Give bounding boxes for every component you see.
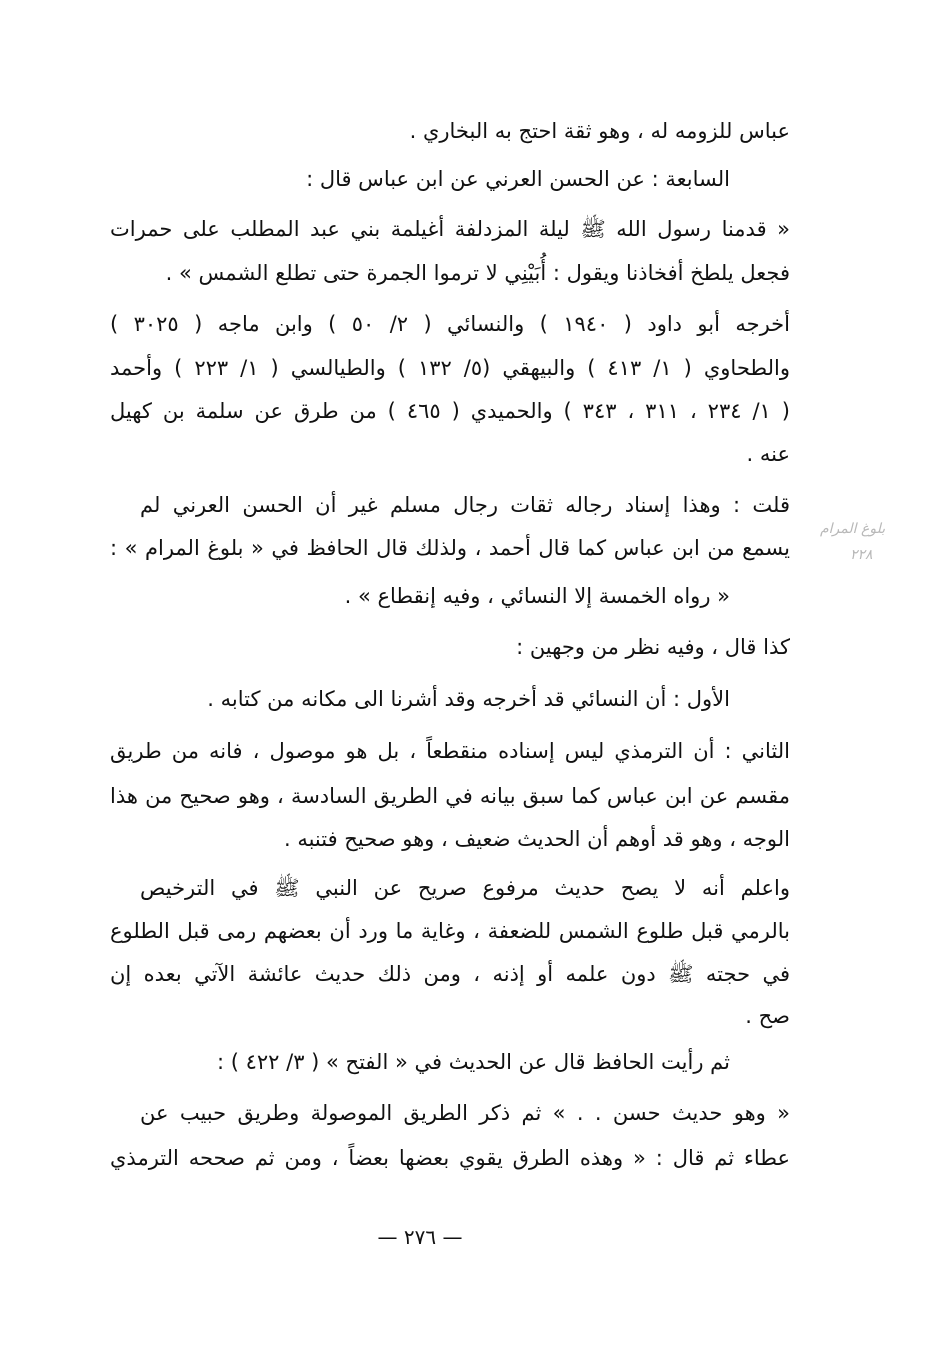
text-line: واعلم أنه لا يصح حديث مرفوع صريح عن النبي ﷺ في الترخيص bbox=[140, 876, 790, 900]
text-line: يسمع من ابن عباس كما قال أحمد ، ولذلك قال الحافظ في « بلوغ المرام » : bbox=[110, 536, 790, 560]
text-line: الثاني : أن الترمذي ليس إسناده منقطعاً ، بل هو موصول ، فانه من طريق bbox=[110, 739, 790, 763]
text-line: في حجته ﷺ دون علمه أو إذنه ، ومن ذلك حديث عائشة الآتي بعده إن bbox=[110, 962, 790, 986]
margin-note: بلوغ المرام bbox=[820, 521, 886, 537]
text-line: فجعل يلطخ أفخاذنا ويقول : أُبَيْنِي لا ترموا الجمرة حتى تطلع الشمس » . bbox=[165, 261, 790, 285]
text-line: عباس للزومه له ، وهو ثقة احتج به البخاري . bbox=[409, 119, 790, 143]
text-line: والطحاوي ( ١/ ٤١٣ ) والبيهقي (٥/ ١٣٢ ) والطيالسي ( ١/ ٢٢٣ ) وأحمد bbox=[110, 356, 790, 380]
text-line: مقسم عن ابن عباس كما سبق بيانه في الطريق السادسة ، وهو صحيح من هذا bbox=[110, 784, 790, 808]
text-line: ثم رأيت الحافظ قال عن الحديث في « الفتح » ( ٣/ ٤٢٢ ) : bbox=[216, 1050, 730, 1074]
text-line: بالرمي قبل طلوع الشمس للضعفة ، وغاية ما ورد أن بعضهم رمى قبل الطلوع bbox=[110, 919, 790, 943]
text-line: الوجه ، وهو قد أوهم أن الحديث ضعيف ، وهو صحيح فتنبه . bbox=[283, 827, 790, 851]
text-line: « وهو حديث حسن . . » ثم ذكر الطريق الموصولة وطريق حبيب عن bbox=[140, 1101, 790, 1125]
text-line: « قدمنا رسول الله ﷺ ليلة المزدلفة أغيلمة بني عبد المطلب على حمرات bbox=[110, 217, 790, 241]
text-line: صح . bbox=[745, 1004, 790, 1028]
text-line: الأول : أن النسائي قد أخرجه وقد أشرنا الى مكانه من كتابه . bbox=[207, 687, 730, 711]
text-line: عطاء ثم قال : « وهذه الطرق يقوي بعضها بعضاً ، ومن ثم صححه الترمذي bbox=[110, 1146, 790, 1170]
text-line: عنه . bbox=[746, 442, 790, 466]
quote-line: « رواه الخمسة إلا النسائي ، وفيه إنقطاع » . bbox=[344, 584, 730, 608]
section-heading: السابعة : عن الحسن العرني عن ابن عباس قال : bbox=[306, 167, 730, 191]
text-line: أخرجه أبو داود ( ١٩٤٠ ) والنسائي ( ٢/ ٥٠ ) وابن ماجه ( ٣٠٢٥ ) bbox=[110, 312, 790, 336]
text-line: ( ١/ ٢٣٤ ، ٣١١ ، ٣٤٣ ) والحميدي ( ٤٦٥ ) من طرق عن سلمة بن كهيل bbox=[110, 399, 790, 423]
margin-note: ٢٢٨ bbox=[850, 547, 873, 563]
page-number: — ٢٧٦ — bbox=[377, 1225, 463, 1249]
text-line: قلت : وهذا إسناد رجاله ثقات رجال مسلم غير أن الحسن العرني لم bbox=[140, 493, 790, 517]
text-line: كذا قال ، وفيه نظر من وجهين : bbox=[516, 635, 790, 659]
